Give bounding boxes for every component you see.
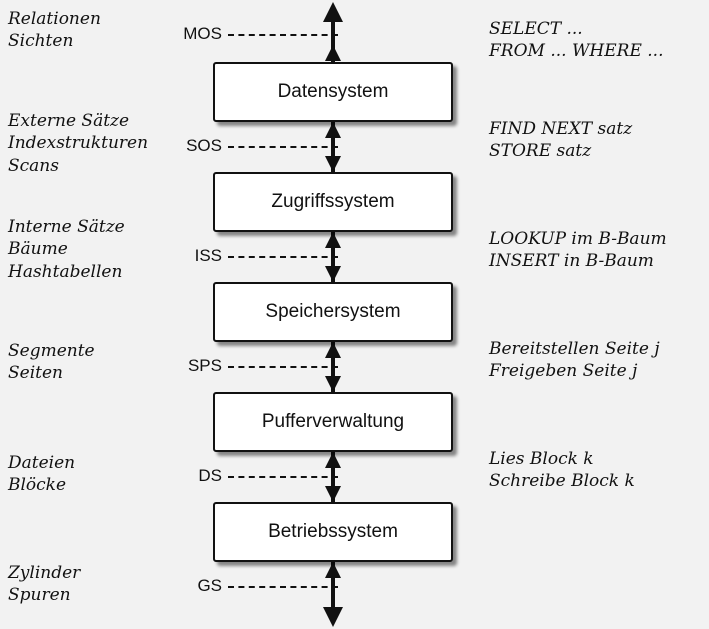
left-terms-hardware (8, 562, 178, 607)
left-terms-betriebssystem (8, 452, 178, 497)
layer-box-betriebssystem (213, 502, 453, 562)
right-op: Schreibe Block k (489, 471, 635, 492)
interface-label-ds: DS (198, 466, 222, 485)
left-term: Externe Sätze (8, 111, 130, 131)
left-term: Spuren (8, 585, 71, 606)
interface-label-gs: GS (197, 576, 222, 595)
right-ops-zugriffssystem (489, 118, 709, 163)
left-term: Blöcke (8, 475, 67, 496)
layer-box-datensystem (213, 62, 453, 122)
right-op: Freigeben Seite j (489, 361, 638, 382)
right-op: INSERT in B-Baum (489, 251, 654, 272)
left-term: Bäume (8, 239, 68, 260)
layer-box-zugriffssystem (213, 172, 453, 232)
right-op: Lies Block k (489, 449, 594, 469)
interface-label-sos: SOS (186, 136, 222, 155)
left-term: Zylinder (8, 563, 81, 583)
right-op: LOOKUP im B-Baum (489, 229, 667, 249)
right-op: FROM ... WHERE ... (489, 41, 664, 62)
left-term: Indexstrukturen (8, 133, 149, 154)
layer-box-label: Pufferverwaltung (261, 411, 405, 432)
interface-dash-sos (228, 146, 338, 148)
layer-box-speichersystem (213, 282, 453, 342)
interface-label-mos: MOS (183, 24, 222, 43)
interface-dash-gs (228, 586, 338, 588)
right-op: FIND NEXT satz (489, 119, 633, 139)
right-ops-datensystem (489, 18, 709, 63)
right-ops-speichersystem (489, 228, 709, 273)
interface-label-sps: SPS (187, 356, 222, 375)
interface-label-iss: ISS (194, 246, 222, 265)
right-op: Bereitstellen Seite j (489, 339, 660, 359)
interface-dash-mos (228, 34, 338, 36)
layer-box-label: Datensystem (277, 81, 389, 102)
left-terms-zugriffssystem (8, 110, 178, 177)
left-term: Hashtabellen (8, 261, 123, 282)
left-term: Relationen (8, 9, 101, 29)
left-term: Dateien (8, 453, 76, 473)
interface-dash-iss (228, 256, 338, 258)
left-term: Segmente (8, 341, 95, 361)
layer-box-label: Zugriffssystem (271, 191, 395, 212)
left-term: Sichten (8, 31, 74, 52)
interface-dash-sps (228, 366, 338, 368)
left-term: Interne Sätze (8, 217, 125, 237)
layer-box-pufferverwaltung (213, 392, 453, 452)
right-op: SELECT ... (489, 19, 583, 39)
left-terms-pufferverwaltung (8, 340, 178, 385)
left-term: Seiten (8, 363, 63, 384)
right-op: STORE satz (489, 141, 592, 162)
right-ops-pufferverwaltung (489, 338, 709, 383)
left-terms-datensystem (8, 8, 178, 53)
left-term: Scans (8, 155, 59, 176)
interface-dash-ds (228, 476, 338, 478)
layer-box-label: Speichersystem (265, 301, 401, 322)
layer-box-label: Betriebssystem (268, 521, 398, 542)
right-ops-betriebssystem (489, 448, 709, 493)
left-terms-speichersystem (8, 216, 178, 283)
